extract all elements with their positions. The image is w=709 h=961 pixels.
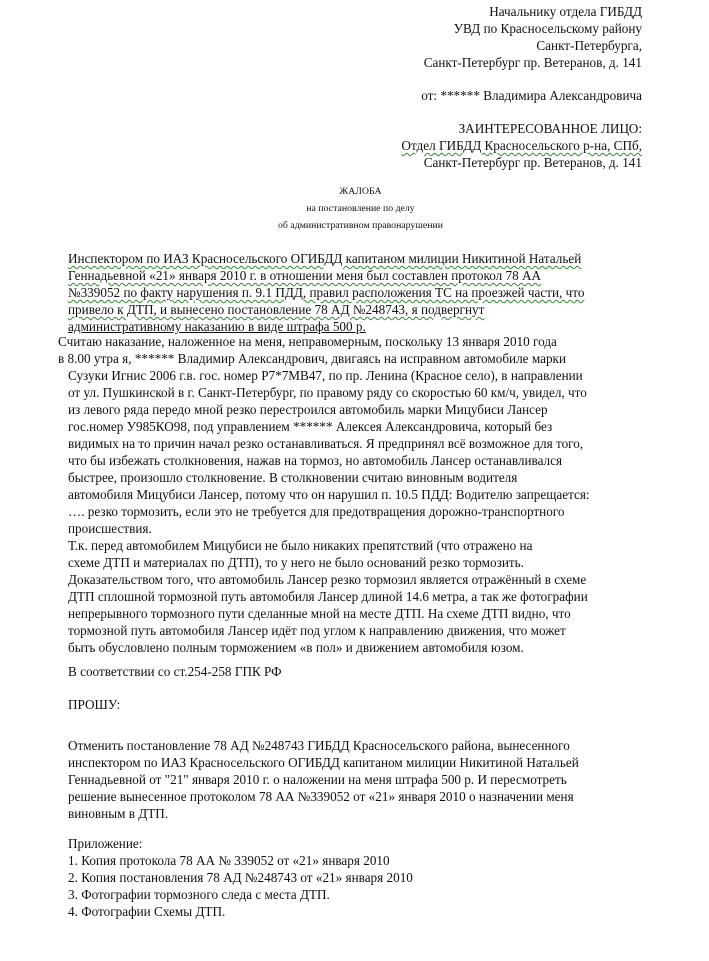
- interested-party-line-1-text: Отдел ГИБДД Красносельского р-на, СПб,: [401, 138, 642, 153]
- body1-line-8: что бы избежать столкновения, нажав на тормоз, но автомобиль Лансер останавливался: [68, 453, 563, 468]
- body2-line-5: непрерывного тормозного пути сделанные мной на месте ДТП. На схеме ДТП видно, что: [68, 606, 571, 621]
- body1-line-1: Считаю наказание, наложенное на меня, неправомерным, поскольку 13 января 2010 года: [58, 334, 557, 349]
- title-main: ЖАЛОБА: [339, 186, 382, 197]
- attachment-item-3: 3. Фотографии тормозного следа с места ДТП.: [68, 887, 330, 902]
- intro-line-1: Инспектором по ИАЗ Красносельского ОГИБДД капитаном милиции Никитиной Натальей: [68, 251, 582, 266]
- attachment-item-4: 4. Фотографии Схемы ДТП.: [68, 904, 226, 919]
- sender-line: от: ****** Владимира Александровича: [421, 88, 642, 103]
- addressee-line-4: Санкт-Петербург пр. Ветеранов, д. 141: [423, 55, 642, 70]
- intro-line-3: №339052 по факту нарушения п. 9.1 ПДД, правил расположения ТС на проезжей части, что: [68, 285, 585, 300]
- intro-line-2: Геннадьевной «21» января 2010 г. в отношении меня был составлен протокол 78 АА: [68, 268, 542, 283]
- request-line-5: виновным в ДТП.: [68, 806, 169, 821]
- body2-line-6: тормозной путь автомобиля Лансер идёт под углом к направлению движения, что может: [68, 623, 566, 638]
- request-line-4: решение вынесенное протоколом 78 АА №339052 от «21» января 2010 о назначении меня: [68, 789, 574, 804]
- interested-party-line-2: Санкт-Петербург пр. Ветеранов, д. 141: [423, 155, 642, 170]
- body2-line-1: Т.к. перед автомобилем Мицубиси не было никаких препятствий (что отражено на: [68, 538, 533, 553]
- request-line-3: Геннадьевной от "21" января 2010 г. о наложении на меня штрафа 500 р. И пересмотреть: [68, 772, 567, 787]
- interested-party-line-1: [401, 138, 642, 154]
- body1-line-2: в 8.00 утра я, ****** Владимир Александрович, двигаясь на исправном автомобиле марки: [58, 351, 567, 366]
- body2-line-2: схеме ДТП и материалах по ДТП), то у него не было оснований резко тормозить.: [68, 555, 524, 570]
- attachments-title: Приложение:: [68, 836, 143, 851]
- attachment-item-1: 1. Копия протокола 78 АА № 339052 от «21» января 2010: [68, 853, 390, 868]
- body1-line-10: автомобиля Мицубиси Лансер, потому что он нарушил п. 10.5 ПДД: Водителю запрещается:: [68, 487, 590, 502]
- request-line-2: инспектором по ИАЗ Красносельского ОГИБДД капитаном милиции Никитиной Натальей: [68, 755, 579, 770]
- body1-line-6: гос.номер У985КО98, под управлением ****** Алексея Александровича, который без: [68, 419, 553, 434]
- intro-line-4: привело к ДТП, и вынесено постановление 78 АД №248743, я подвергнут: [68, 302, 485, 317]
- body1-line-12: происшествия.: [68, 521, 152, 536]
- attachment-item-2: 2. Копия постановления 78 АД №248743 от «21» января 2010: [68, 870, 413, 885]
- request-title: ПРОШУ:: [68, 697, 121, 712]
- body1-line-3: Сузуки Игнис 2006 г.в. гос. номер Р7*7МВ47, по пр. Ленина (Красное село), в направлении: [68, 368, 583, 383]
- title-sub-2: об административном правонарушении: [278, 220, 443, 231]
- body2-line-4: ДТП сплошной тормозной путь автомобиля Лансер длиной 14.6 метра, а так же фотографии: [68, 589, 588, 604]
- body1-line-11: …. резко тормозить, если это не требуется для предотвращения дорожно-транспортного: [68, 504, 565, 519]
- title-sub-1: на постановление по делу: [306, 203, 415, 214]
- body1-line-4: от ул. Пушкинской в г. Санкт-Петербург, по правому ряду со скоростью 60 км/ч, увидел, что: [68, 385, 587, 400]
- addressee-line-1: Начальнику отдела ГИБДД: [489, 4, 642, 19]
- body2-line-3: Доказательством того, что автомобиль Лансер резко тормозил является отражённый в схеме: [68, 572, 587, 587]
- body1-line-5: из левого ряда передо мной резко перестроился автомобиль марки Мицубиси Лансер: [68, 402, 548, 417]
- body1-line-7: видимых на то причин начал резко останавливаться. Я предпринял всё возможное для того,: [68, 436, 584, 451]
- addressee-line-2: УВД по Красносельскому району: [453, 21, 642, 36]
- legal-basis: В соответствии со ст.254-258 ГПК РФ: [68, 664, 282, 679]
- intro-line-5: административному наказанию в виде штрафа 500 р.: [68, 319, 366, 334]
- addressee-line-3: Санкт-Петербурга,: [536, 38, 642, 53]
- interested-party-title: ЗАИНТЕРЕСОВАННОЕ ЛИЦО:: [458, 121, 642, 136]
- body2-line-7: быть обусловлено полным торможением «в пол» и движением автомобиля юзом.: [68, 640, 524, 655]
- request-line-1: Отменить постановление 78 АД №248743 ГИБДД Красносельского района, вынесенного: [68, 738, 570, 753]
- body1-line-9: быстрее, произошло столкновение. В столкновении считаю виновным водителя: [68, 470, 518, 485]
